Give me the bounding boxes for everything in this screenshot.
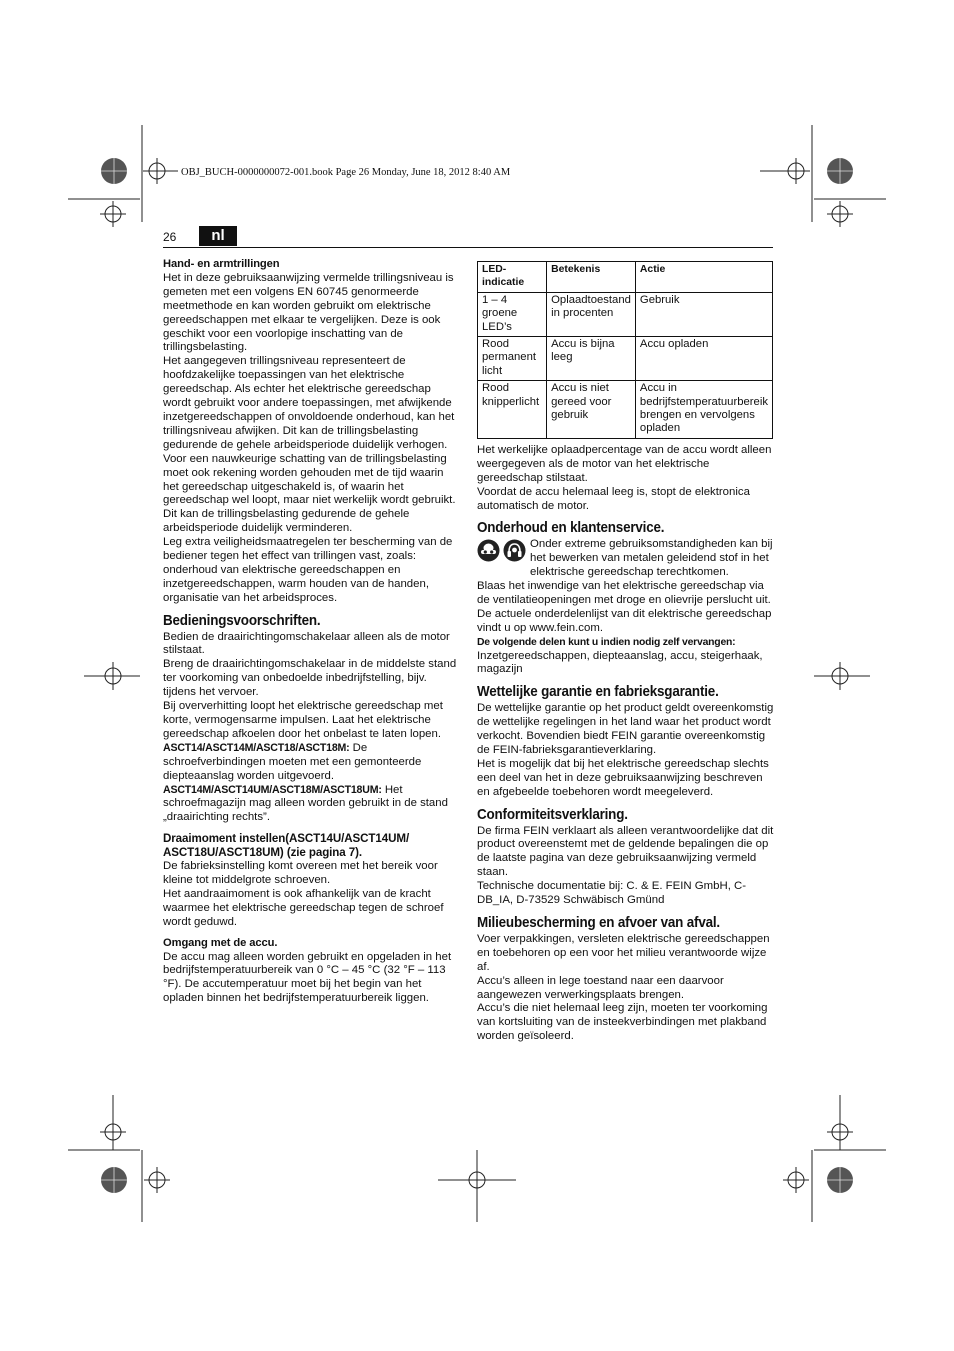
table-cell: Gebruik (635, 292, 772, 336)
page-number: 26 (163, 230, 177, 244)
section-heading-conformiteit: Conformiteitsverklaring. (477, 806, 628, 823)
paragraph-text: De schroefverbindingen moeten met een gemonteerde diepteaanslag worden uitgevoerd. (163, 741, 422, 782)
table-header: Betekenis (547, 262, 636, 293)
section-heading-milieu: Milieubescherming en afvoer van afval. (477, 914, 720, 931)
safety-icons (477, 538, 526, 580)
paragraph-text: Het schroefmagazijn mag alleen worden gebruikt in de stand „draairichting rechts”. (163, 783, 448, 824)
led-table (477, 261, 773, 439)
paragraph: Accu’s die niet helemaal leeg zijn, moeten ter voorkoming van kortsluiting van de insteekverbindingen met plakband worden geïsoleerd. (477, 1002, 768, 1043)
section-heading-bediening: Bedieningsvoorschriften. (163, 612, 321, 629)
language-tab: nl (199, 226, 237, 246)
table-header: Actie (635, 262, 772, 293)
paragraph: Het werkelijke oplaadpercentage van de accu wordt alleen weergegeven als de motor van het elektrische gereedschap stilstaat. (477, 443, 772, 484)
table-header: LED-indicatie (478, 262, 547, 293)
paragraph: De firma FEIN verklaart als alleen verantwoordelijke dat dit product overeenstemt met de geldende bepalingen die op de laatste pagina van deze gebruiksaanwijzing vermeld staan. (477, 824, 774, 879)
service-note (477, 538, 774, 580)
table-cell: 1 – 4 groene LED’s (478, 292, 547, 336)
model-label: ASCT14/ASCT14M/ASCT18/ASCT18M: (163, 741, 350, 754)
paragraph: Blaas het inwendige van het elektrische gereedschap via de ventilatieopeningen met droge en olievrije perslucht uit. (477, 580, 771, 606)
paragraph: Leg extra veiligheidsmaatregelen ter bescherming van de bediener tegen het effect van trillingen vast, zoals: onderhoud van elektrische gereedschappen en inzetgereedschappen, warm houden van de handen, organisatie van het arbeidsproces. (163, 536, 453, 604)
paragraph: De accu mag alleen worden gebruikt en opgeladen in het bedrijfstemperatuurbereik van 0 °C – 45 °C (32 °F – 113 °F). De accutemperatuur moet bij het begin van het opladen binnen het bedrijfstemperatuurbereik liggen. (163, 950, 452, 1005)
hearing-protection-icon (503, 539, 526, 562)
table-cell: Accu opladen (635, 337, 772, 381)
paragraph: Het aangegeven trillingsniveau representeert de hoofdzakelijke toepassingen van het elektrische gereedschap. Als echter het elektrische gereedschap wordt gebruikt voor andere toepassingen, met afwijkende inzetgereedschappen of onvoldoende onderhoud, kan het trillingsniveau afwijken. Dit kan de trillingsbelasting gedurende de gehele arbeidsperiode duidelijk verhogen. (163, 355, 455, 451)
left-column (163, 258, 457, 1006)
table-cell: Accu in bedrijfstemperatuurbereik brengen en vervolgens opladen (635, 381, 772, 439)
table-header-row (478, 262, 773, 293)
safety-goggles-icon (477, 539, 500, 562)
section-heading-garantie: Wettelijke garantie en fabrieksgarantie. (477, 684, 719, 701)
paragraph: De actuele onderdelenlijst van dit elektrische gereedschap vindt u op www.fein.com. (477, 607, 772, 634)
table-row (478, 337, 773, 381)
paragraph: De wettelijke garantie op het product geldt overeenkomstig de wettelijke regelingen in het land waar het product wordt verkocht. Bovendien biedt FEIN garantie overeenkomstig de FEIN-fabrieksgarantieverklaring. (477, 702, 774, 756)
header-rule (163, 247, 773, 248)
file-info-line: OBJ_BUCH-0000000072-001.book Page 26 Monday, June 18, 2012 8:40 AM (181, 167, 511, 178)
paragraph: Inzetgereedschappen, diepteaanslag, accu, steigerhaak, magazijn (477, 649, 763, 676)
paragraph: Accu’s alleen in lege toestand naar een daarvoor aangewezen verwerkingsplaats brengen. (477, 974, 724, 1001)
paragraph: Bedien de draairichtingomschakelaar alleen als de motor stilstaat. (163, 630, 450, 657)
paragraph: Het aandraaimoment is ook afhankelijk van de kracht waarmee het elektrische gereedschap tegen de schroef wordt geduwd. (163, 887, 444, 928)
paragraph: Voer verpakkingen, versleten elektrische gereedschappen en toebehoren op een voor het milieu verantwoorde wijze af. (477, 932, 770, 973)
table-row (478, 381, 773, 439)
table-cell: Accu is niet gereed voor gebruik (547, 381, 636, 439)
section-heading-hand: Hand- en armtrillingen (163, 258, 280, 270)
table-row (478, 292, 773, 336)
paragraph: Het is mogelijk dat bij het elektrische gereedschap slechts een deel van het in deze gebruiksaanwijzing beschreven en afgebeelde toebehoren wordt meegeleverd. (477, 757, 769, 798)
replaceable-parts-heading: De volgende delen kunt u indien nodig zelf vervangen: (477, 636, 736, 648)
paragraph (163, 742, 457, 784)
paragraph: Het in deze gebruiksaanwijzing vermelde trillingsniveau is gemeten met een volgens EN 60745 genormeerde meetmethode en kan worden gebruikt om elektrische gereedschappen met elkaar te vergelijken. Deze is ook geschikt voor een voorlopige inschatting van de trillingsbelasting. (163, 271, 454, 354)
table-cell: Accu is bijna leeg (547, 337, 636, 381)
right-column (477, 261, 774, 1044)
model-label: ASCT14M/ASCT14UM/ASCT18M/ASCT18UM: (163, 783, 382, 796)
table-cell: Rood knipperlicht (478, 381, 547, 439)
section-heading-onderhoud: Onderhoud en klantenservice. (477, 520, 665, 537)
section-heading-draaimoment: Draaimoment instellen(ASCT14U/ASCT14UM/ ASCT18U/ASCT18UM) (zie pagina 7). (163, 832, 410, 860)
section-heading-accu: Omgang met de accu. (163, 936, 278, 949)
paragraph: Technische documentatie bij: C. & E. FEIN GmbH, C-DB_IA, D-73529 Schwäbisch Gmünd (477, 880, 747, 907)
paragraph: Voordat de accu helemaal leeg is, stopt de elektronica automatisch de motor. (477, 485, 750, 512)
paragraph: Onder extreme gebruiksomstandigheden kan bij het bewerken van metalen geleidend stof in het elektrische gereedschap terechtkomen. (530, 538, 773, 579)
paragraph: Breng de draairichtingomschakelaar in de middelste stand ter voorkoming van onbedoelde inbedrijfstelling, bijv. tijdens het vervoer. (163, 658, 457, 699)
paragraph: Bij oververhitting loopt het elektrische gereedschap met korte, vermogensarme impulsen. Laat het elektrische gereedschap afkoelen door het onbelast te laten lopen. (163, 700, 443, 740)
paragraph: Voor een nauwkeurige schatting van de trillingsbelasting moet ook rekening worden gehouden met de tijd waarin het gereedschap uitgeschakeld is, of waarin het gereedschap wel loopt, maar niet werkelijk wordt gebruikt. Dit kan de trillingsbelasting gedurende de gehele arbeidsperiode duidelijk verminderen. (163, 452, 456, 535)
paragraph: De fabrieksinstelling komt overeen met het bereik voor kleine tot middelgrote schroeven. (163, 860, 438, 886)
paragraph (163, 784, 457, 826)
table-cell: Rood permanent licht (478, 337, 547, 381)
table-cell: Oplaadtoestand in procenten (547, 292, 636, 336)
